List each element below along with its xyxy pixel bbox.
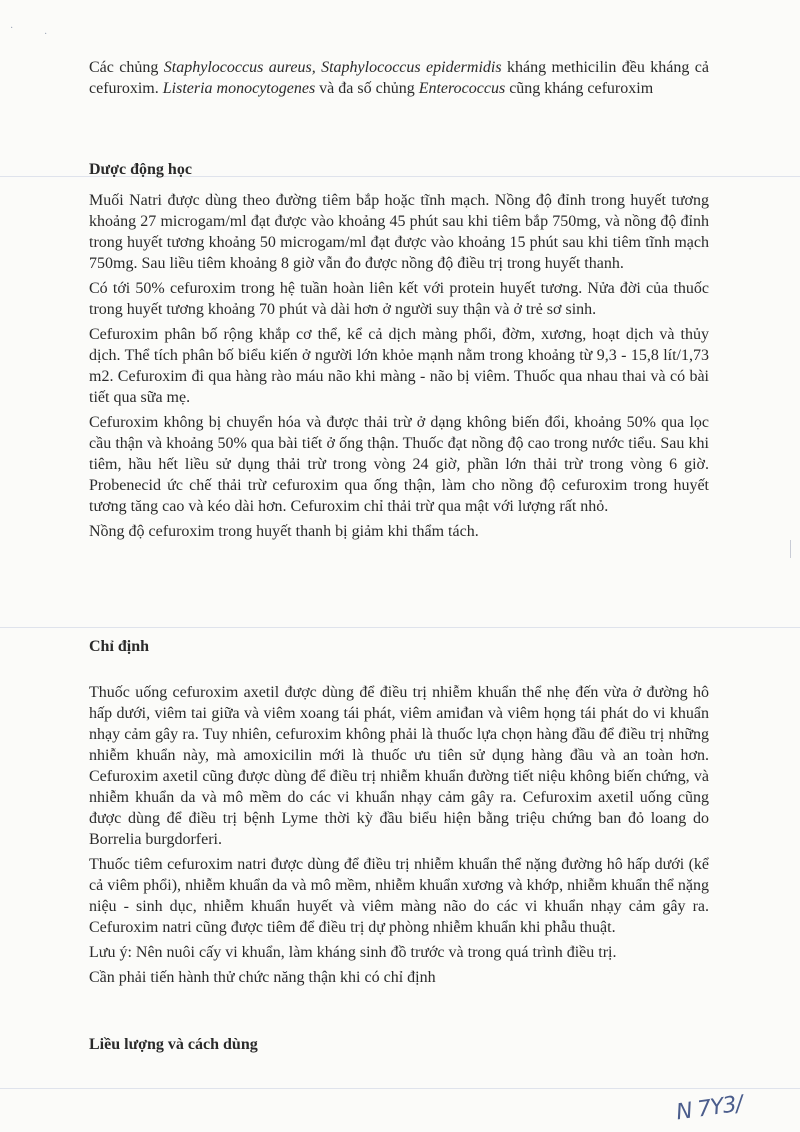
pk-paragraph-2: Có tới 50% cefuroxim trong hệ tuần hoàn liên kết với protein huyết tương. Nửa đời của thuốc trong huyết tương khoảng 70 phút và dài hơn ở người suy thận và ở trẻ sơ sinh.	[89, 280, 709, 318]
intro-text-b: kháng methicilin đều kháng cả cefuroxim.	[89, 59, 709, 97]
scan-line	[0, 1088, 800, 1089]
indication-paragraph-1: Thuốc uống cefuroxim axetil được dùng để điều trị nhiễm khuẩn thể nhẹ đến vừa ở đường hô hấp dưới, viêm tai giữa và viêm xoang tái phát, viêm amiđan và viêm họng tái phát do vi khuẩn nhạy cảm gây ra. Tuy nhiên, cefuroxim không phải là thuốc lựa chọn hàng đầu để điều trị những nhiễm khuẩn này, mà amoxicilin mới là thuốc ưu tiên sử dụng hàng đầu và an toàn hơn. Cefuroxim axetil cũng được dùng để điều trị nhiễm khuẩn đường tiết niệu không biến chứng, và nhiễm khuẩn da và mô mềm do các vi khuẩn nhạy cảm gây ra. Cefuroxim axetil uống cũng được dùng để điều trị bệnh Lyme thời kỳ đầu biểu hiện bằng triệu chứng ban đỏ loang do Borrelia burgdorferi.	[89, 684, 709, 848]
intro-text-c: và đa số chủng	[315, 80, 419, 97]
indication-paragraph-2: Thuốc tiêm cefuroxim natri được dùng để điều trị nhiễm khuẩn thể nặng đường hô hấp dưới (kể cả viêm phổi), nhiễm khuẩn da và mô mềm, nhiễm khuẩn xương và khớp, nhiễm khuẩn thể nặng niệu - sinh dục, nhiễm khuẩn huyết và viêm màng não do các vi khuẩn nhạy cảm gây ra. Cefuroxim natri cũng được tiêm để điều trị dự phòng nhiễm khuẩn khi phẫu thuật.	[89, 856, 709, 936]
intro-text-d: cũng kháng cefuroxim	[505, 80, 654, 97]
species-listeria: Listeria monocytogenes	[162, 80, 316, 97]
pk-paragraph-1: Muối Natri được dùng theo đường tiêm bắp hoặc tĩnh mạch. Nồng độ đỉnh trong huyết tương khoảng 27 microgam/ml đạt được vào khoảng 45 phút sau khi tiêm bắp 750mg, và nồng độ đỉnh trong huyết tương khoảng 50 microgam/ml đạt được vào khoảng 15 phút sau khi tiêm tĩnh mạch 750mg. Sau liều tiêm khoảng 8 giờ vẫn đo được nồng độ điều trị trong huyết thanh.	[89, 192, 709, 272]
pharmacokinetics-body	[89, 190, 709, 542]
pk-paragraph-5: Nồng độ cefuroxim trong huyết thanh bị giảm khi thẩm tách.	[89, 523, 479, 540]
pk-paragraph-3: Cefuroxim phân bố rộng khắp cơ thể, kể cả dịch màng phổi, đờm, xương, hoạt dịch và thủy dịch. Thể tích phân bố biểu kiến ở người lớn khỏe mạnh nằm trong khoảng từ 9,3 - 15,8 lít/1,73 m2. Cefuroxim đi qua hàng rào máu não khi màng - não bị viêm. Thuốc qua nhau thai và có bài tiết qua sữa mẹ.	[89, 326, 709, 406]
scan-speck: ·	[44, 29, 48, 40]
indications-body	[89, 682, 709, 988]
section-heading-indications: Chỉ định	[89, 638, 150, 655]
edge-mark	[790, 540, 794, 558]
scan-speck: ·	[10, 23, 14, 34]
intro-text-a: Các chủng	[89, 59, 164, 76]
indication-kidney-test: Cần phải tiến hành thử chức năng thận khi có chỉ định	[89, 969, 436, 986]
indication-note: Lưu ý: Nên nuôi cấy vi khuẩn, làm kháng sinh đồ trước và trong quá trình điều trị.	[89, 944, 617, 961]
pk-paragraph-4: Cefuroxim không bị chuyển hóa và được thải trừ ở dạng không biến đổi, khoảng 50% qua lọc cầu thận và khoảng 50% qua bài tiết ở ống thận. Thuốc đạt nồng độ cao trong nước tiểu. Sau khi tiêm, hầu hết liều sử dụng thải trừ trong vòng 24 giờ, phần lớn thải trừ trong vòng 6 giờ. Probenecid ức chế thải trừ cefuroxim qua ống thận, làm cho nồng độ cefuroxim trong huyết tương tăng cao và kéo dài hơn. Cefuroxim chỉ thải trừ qua mật với lượng rất nhỏ.	[89, 414, 709, 515]
scan-line	[0, 627, 800, 628]
handwritten-mark: N 7Y3/	[674, 1091, 744, 1126]
intro-text	[89, 57, 709, 99]
species-staphylococcus: Staphylococcus aureus, Staphylococcus epidermidis	[163, 59, 502, 76]
section-heading-dosage: Liều lượng và cách dùng	[89, 1036, 258, 1053]
intro-paragraph	[89, 57, 709, 99]
species-enterococcus: Enterococcus	[418, 80, 506, 97]
section-heading-pharmacokinetics: Dược động học	[89, 161, 192, 178]
